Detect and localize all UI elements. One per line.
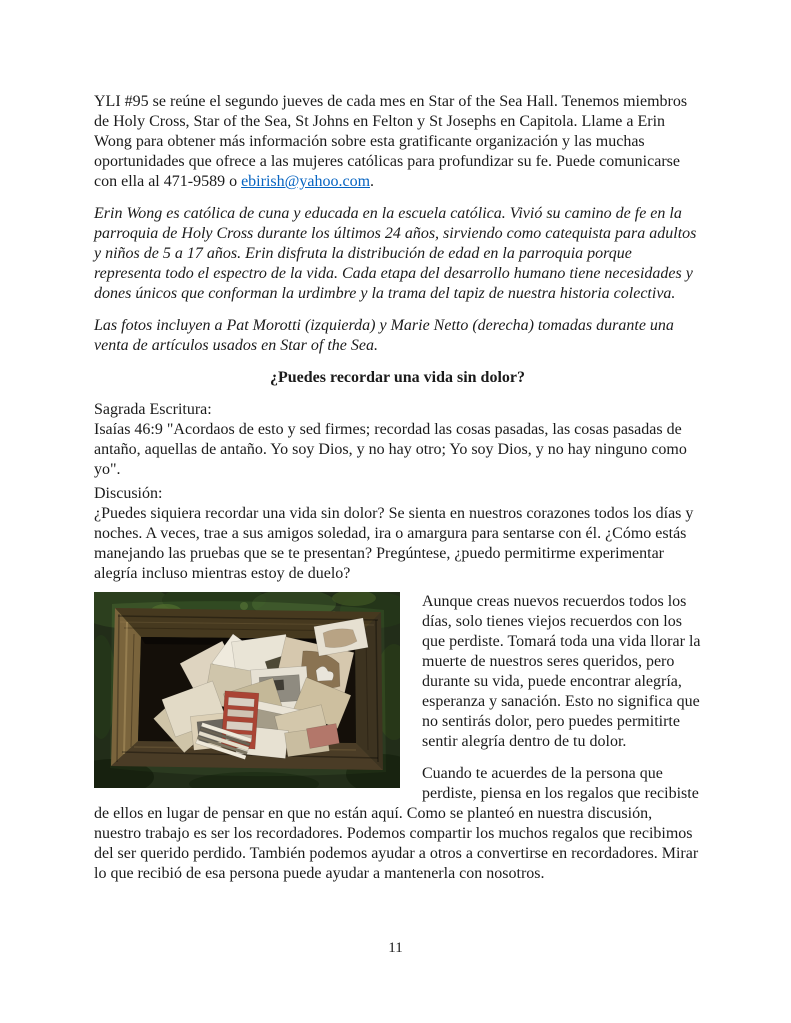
article-heading: ¿Puedes recordar una vida sin dolor? <box>270 369 525 386</box>
photos-caption-paragraph: Las fotos incluyen a Pat Morotti (izquierda) y Marie Netto (derecha) tomadas durante una venta de artículos usados en Star of the Sea. <box>94 317 674 354</box>
email-link[interactable]: ebirish@yahoo.com <box>241 173 371 190</box>
photo-illustration <box>94 592 400 788</box>
intro-text-before-link: YLI #95 se reúne el segundo jueves de cada mes en Star of the Sea Hall. Tenemos miembros de Holy Cross, Star of the Sea, St Johns en Felton y St Josephs en Capitola. Llame a Erin Wong para obtener más información sobre esta gratificante organización y las muchas oportunidades que ofrece a las mujeres católicas para profundizar su fe. Puede comunicarse con ella al 471-9589 o <box>94 93 688 190</box>
discussion-body <box>94 592 701 896</box>
intro-text-after-link: . <box>370 173 375 190</box>
scripture-block <box>94 400 701 480</box>
discussion-intro: ¿Puedes siquiera recordar una vida sin dolor? Se sienta en nuestros corazones todos los días y noches. A veces, trae a sus amigos soledad, ira o amargura para sentarse con él. ¿Cómo estás manejando las pruebas que se te presentan? Pregúntese, ¿puedo permitirme experimentar alegría incluso mientras estoy de duelo? <box>94 505 694 582</box>
scripture-text: Isaías 46:9 "Acordaos de esto y sed firmes; recordad las cosas pasadas, las cosas pasadas de antaño, aquellas de antaño. Yo soy Dios, y no hay otro; Yo soy Dios, y no hay ninguno como yo". <box>94 421 687 478</box>
intro-paragraph <box>94 92 701 192</box>
page-number: 11 <box>388 940 403 956</box>
discussion-label: Discusión: <box>94 485 163 502</box>
discussion-paragraph-1: Aunque creas nuevos recuerdos todos los días, solo tienes viejos recuerdos con los que perdiste. Tomará toda una vida llorar la muerte de nuestros seres queridos, pero durante su vida, puede encontrar alegría, esperanza y sanación. Esto no significa que no sentirás dolor, pero puedes permitirte sentir alegría dentro de tu dolor. <box>422 593 701 750</box>
discussion-paragraph-2: Cuando te acuerdes de la persona que perdiste, piensa en los regalos que recibiste de ellos en lugar de pensar en que no están aquí. Como se planteó en nuestra discusión, nuestro trabajo es ser los recordadores. Podemos compartir los muchos regalos que recibimos del ser querido perdido. También podemos ayudar a otros a convertirse en recordadores. Mirar lo que recibió de esa persona puede ayudar a mantenerla con nosotros. <box>94 765 699 882</box>
old-photos-box-image <box>94 592 400 788</box>
scripture-label: Sagrada Escritura: <box>94 401 212 418</box>
erin-bio-paragraph: Erin Wong es católica de cuna y educada en la escuela católica. Vivió su camino de fe en la parroquia de Holy Cross durante los últimos 24 años, sirviendo como catequista para adultos y niños de 5 a 17 años. Erin disfruta la distribución de edad en la parroquia porque representa todo el espectro de la vida. Cada etapa del desarrollo humano tiene necesidades y dones únicos que conforman la urdimbre y la trama del tapiz de nuestra historia colectiva. <box>94 205 697 302</box>
discussion-block <box>94 484 701 584</box>
